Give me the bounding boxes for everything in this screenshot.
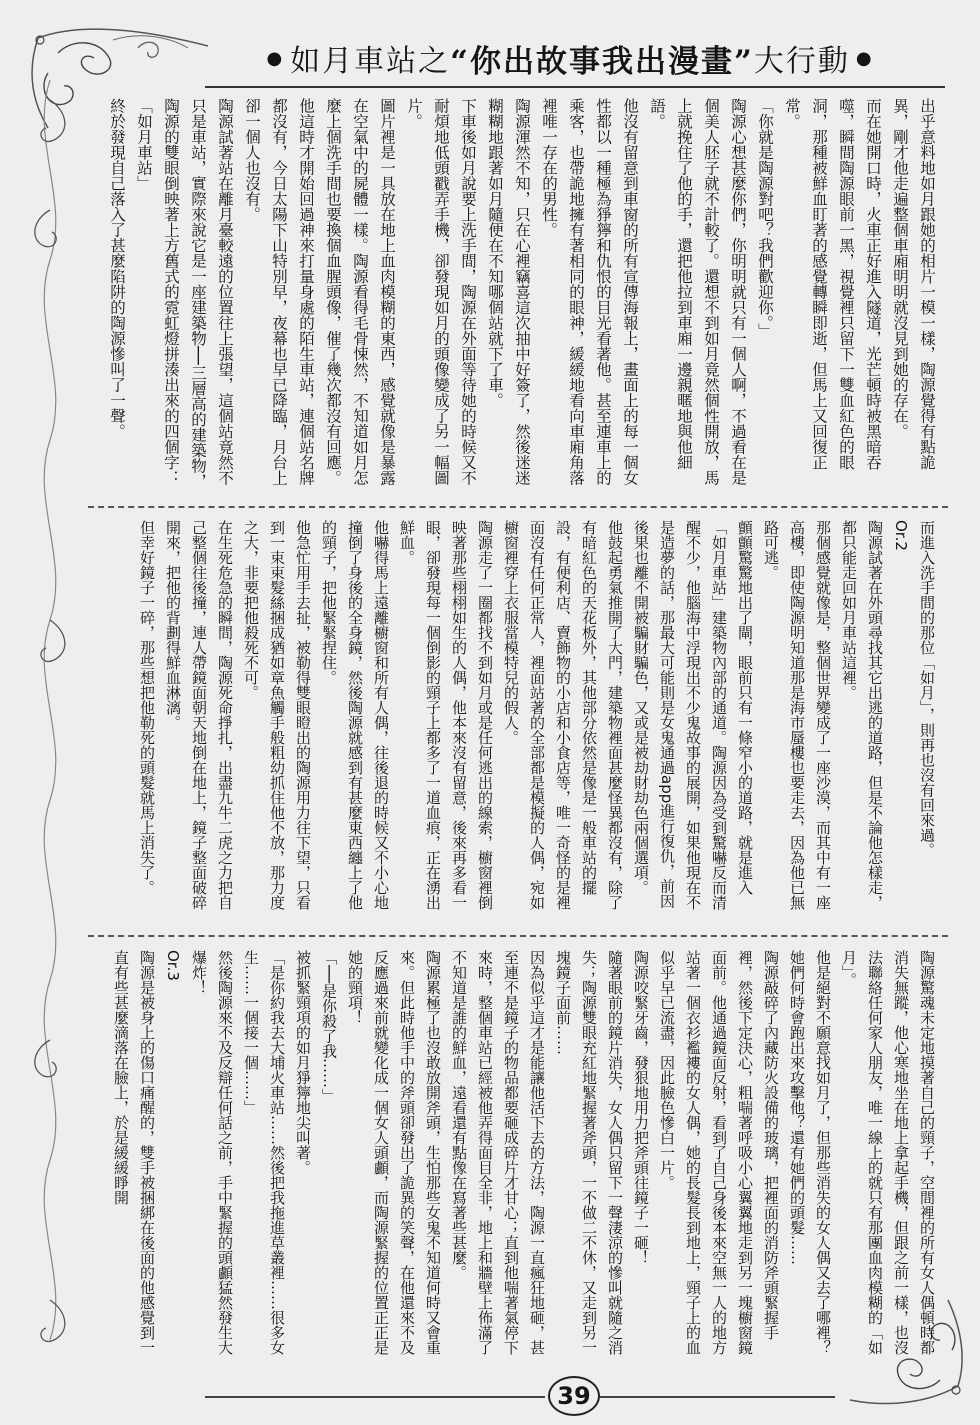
story-paragraph: 出乎意料地如月跟她的相片一模一樣，陶源覺得有點詭異，剛才他走遍整個車廂明明就沒見到她的存在。 [891,98,936,470]
story-paragraph: 他鼓起勇氣推開了大門，建築物裡面甚麼怪異都沒有，除了有暗紅色的天花板外，其他部分依然是像是一般車站的擺設，有便利店、賣飾物的小店和小食店等，唯一奇怪的是裡面沒有任何正常人，裡面站著的全部都是模擬的人偶，宛如櫥窗裡穿上衣服當模特兒的假人。 [502,520,624,910]
story-paragraph: 那個感覺就像是，整個世界變成了一座沙漠，而其中有一座高樓，即使陶源明知道那是海市蜃樓也要走去，因為他已無路可逃。 [762,520,832,910]
story-paragraph: 他這時才開始回過神來打量身處的陌生車站，連個站名牌都沒有，今日太陽下山特別早，夜幕也早已降臨，月台上卻一個人也沒有。 [243,98,315,486]
story-paragraph: 但幸好鏡子一碎，那些想把他勒死的頭髮就馬上消失了。 [138,520,156,895]
story-dialogue: 「是你約我去大埔火車站……然後把我拖進草叢裡……很多女生……一個接一個……」 [242,950,286,1355]
story-paragraph: 陶源是被身上的傷口痛醒的，雙手被捆綁在後面的他感覺到一直有些甚麼滴落在臉上，於是緩緩睜開 [112,950,156,1355]
story-dialogue: 「──是你殺了我……」 [320,950,338,1104]
story-paragraph: 因為似乎這才是能讓他活下去的方法，陶源一直瘋狂地砸，甚至連不是鏡子的物品都要砸成碎片才甘心；直到他喘著氣停下來時，整個車站已經被他弄得面目全非，地上和牆壁上佈滿了不知道是誰的鮮血，遠看還有點像在寫著些甚麼。 [450,950,546,1355]
story-paragraph: 他急忙用手去扯，被勒得雙眼瞪出的陶源用力往下望，只看到一束束髮絲捆成猶如章魚觸手般粗幼抓住他不放，那力度之大，非要把他殺死不可。 [242,520,312,910]
story-dialogue: 「你就是陶源對吧？我們歡迎你。」 [756,98,774,339]
story-paragraph: 陶源走了一圈都找不到如月或是任何逃出的線索，櫥窗裡倒映著那些栩栩如生的人偶，他本來沒有留意，後來再多看一眼，卻發現每一個倒影的頸子上都多了一道血痕，正在湧出鮮血。 [398,520,494,910]
story-paragraph: 而進入洗手間的那位「如月」，則再也沒有回來過。 [918,520,936,858]
footer-rule-left [205,1396,545,1398]
story-paragraph: 陶源試著站在離月臺較遠的位置往上張望，這個站竟然不只是車站，實際來說它是一座建築物──三層高的建築物，陶源的雙眼倒映著上方舊式的霓虹燈拼湊出來的四個字： [162,98,234,489]
story-section-2 [78,520,940,920]
story-paragraph: 陶源驚魂未定地摸著自己的頸子，空間裡的所有女人偶頓時都消失無蹤，他心寒地坐在地上拿起手機，但跟之前一樣，也沒法聯絡任何家人朋友，唯一線上的就只有那團血肉模糊的「如月」。 [840,950,936,1355]
story-paragraph: 而在她開口時，火車正好進入隧道，光芒頓時被黑暗吞噬，瞬間陶源眼前一黑，視覺裡只留下一雙血紅色的眼洞，那種被鮮血盯著的感覺轉瞬即逝，但馬上又回復正常。 [783,98,882,470]
story-paragraph: 下車後如月說要上洗手間，陶源在外面等待她的時候又不耐煩地低頭戳弄手機，卻發現如月的頭像變成了另一幅圖片。 [405,98,477,486]
story-paragraph: 顫顫驚驚地出了閘，眼前只有一條窄小的道路，就是進入「如月車站」建築物內部的通道。陶源因為受到驚嚇反而清醒不少，他腦海中浮現出不少鬼故事的展開，如果他現在不是造夢的話，那最大可能則是女鬼通過app進行復仇，前因後果也離不開被騙財騙色，又或是被劫財劫色兩個選項。 [632,520,754,910]
story-paragraph: 圖片裡是一具放在地上血肉模糊的東西，感覺就像是暴露在空氣中的屍體一樣。陶源看得毛骨悚然，不知道如月怎麼上個洗手間也要換個血腥頭像，催了幾次都沒有回應。 [324,98,396,486]
story-paragraph: 被抓緊頸項的如月猙獰地尖叫著。 [294,950,312,1175]
chapter-marker: Or.3 [164,950,182,981]
story-paragraph: 終於發現自己落入了甚麼陷阱的陶源慘叫了一聲。 [108,98,126,439]
header-rule [205,86,945,88]
story-paragraph: 然後陶源來不及反辯任何話之前，手中緊握的頭顱猛然發生大爆炸！ [190,950,234,1355]
story-paragraph: 他沒有留意到車窗的所有宣傳海報上，畫面上的每一個女性都以一種極為猙獰和仇恨的目光看著他。甚至連車上的乘客，也帶詭地擁有著相同的眼神，緩緩地看向車廂角落裡唯一存在的男性。 [540,98,639,486]
story-paragraph: 陶源渾然不知，只在心裡竊喜這次抽中好簽了，然後迷迷糊糊地跟著如月隨便在不知哪個站就下了車。 [486,98,531,486]
section-divider [88,506,948,508]
header-suffix: 大行動 [753,44,850,79]
header-prefix: 如月車站之 [290,44,451,79]
story-section-3 [78,950,940,1358]
story-section-1 [78,98,940,490]
left-scroll-ornament [20,60,80,1400]
section-divider [88,935,948,937]
story-paragraph: 他是絕對不願意找如月了，但那些消失的女人偶又去了哪裡？她們何時會跑出來攻擊他？還有她們的頭髮…… [788,950,832,1355]
story-paragraph: 陶源心想甚麼你們，你明明就只有一個人啊，不過看在是個美人胚子就不計較了。還想不到如月竟然個性開放，馬上就挽住了他的手，還把他拉到車廂一邊親暱地與他細語。 [648,98,747,486]
page-number: 39 [548,1376,600,1416]
story-paragraph: 隨著眼前的鏡片消失，女人偶只留下一聲淒涼的慘叫就隨之消失；陶源雙眼充紅地緊握著斧頭，一不做二不休，又走到另一塊鏡子面前…… [554,950,624,1355]
story-paragraph: 陶源咬緊牙齒，發狠地用力把斧頭往鏡子一砸！ [632,950,650,1265]
page-header [266,40,874,80]
story-paragraph: 陶源試著在外頭尋找其它出逃的道路，但是不論他怎樣走，都只能走回如月車站這裡。 [840,520,884,910]
header-title: “你出故事我出漫畫” [450,43,754,80]
chapter-marker: Or.2 [892,520,910,551]
story-paragraph: 陶源敲碎了內藏防火設備的玻璃，把裡面的消防斧頭緊握手裡，然後下定決心，粗喘著呼吸小心翼翼地走到另一塊櫥窗鏡面前。他通過鏡面反射，看到了自己身後本來空無一人的地方站著一個衣衫襤褸的女人偶，她的長髮長到地上，頸子上的血似乎早已流盡，因此臉色慘白一片。 [658,950,780,1355]
story-paragraph: 陶源累極了也沒敢放開斧頭，生怕那些女鬼不知道何時又會重來。但此時他手中的斧頭卻發出了詭異的笑聲，在他還來不及反應過來前就變化成一個女人頭顱，而陶源緊握的位置正正是她的頸項！ [346,950,442,1355]
story-paragraph: 在生死危急的瞬間，陶源死命掙扎，出盡九牛二虎之力把自己整個往後撞，連人帶鏡面朝天地倒在地上，鏡子整面破碎開來，把他的背劃得鮮血淋漓。 [164,520,234,910]
header-bullet-icon: ● [855,47,874,69]
footer-rule-right [600,1396,835,1398]
story-dialogue: 「如月車站」 [135,98,153,191]
story-paragraph: 他嚇得馬上遠離櫥窗和所有人偶，往後退的時候又不小心地撞倒了身後的全身鏡，然後陶源就感到有甚麼東西纏上了他的頸子，把他緊緊捏住。 [320,520,390,910]
header-bullet-icon: ● [266,47,285,69]
